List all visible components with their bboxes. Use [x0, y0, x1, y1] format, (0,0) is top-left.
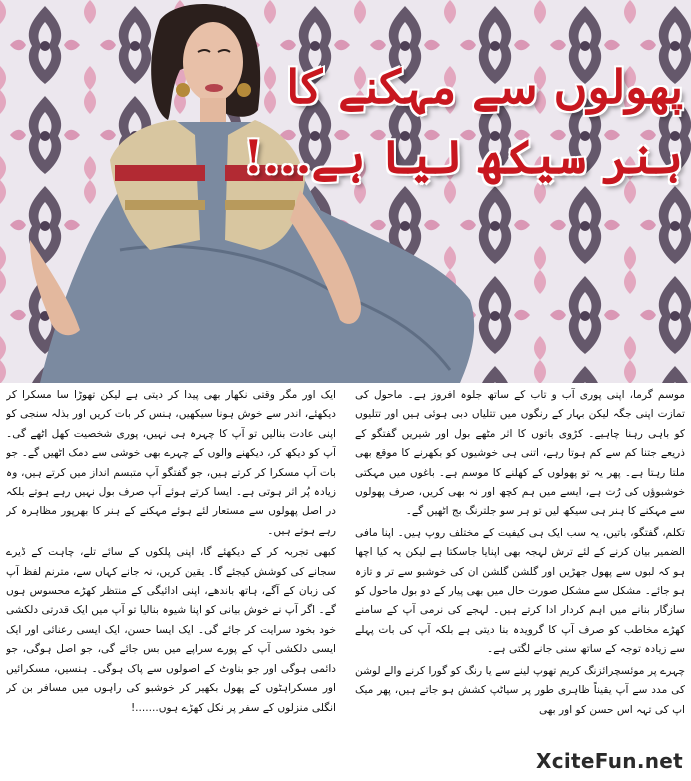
model-photo [0, 0, 691, 383]
article-column-left [6, 386, 336, 756]
paragraph: چہرے پر موئسچرائزنگ کریم تھوپ لینے سے یا رنگ کو گورا کرنے والے لوشن کی مدد سے آپ یقیناً ظاہری طور پر سیاٹپ کشش ہو جاتے ہیں، پھر میک اپ کی تہہ اس حسن کو اور بھی [355, 664, 685, 716]
headline-line-1: پھولوں سے مہکنے کا [286, 60, 683, 114]
paragraph: موسم گرما، اپنی پوری آب و تاب کے ساتھ جلوہ افروز ہے۔ ماحول کی تمازت اپنی جگہ لیکن بہار کے رنگوں میں تتلیاں دبی ہوئی ہیں اور تتلیوں کو باہی رہنا چاہیے۔ کڑوی باتوں کا اثر مٹھے بول اور شیریں گفتگو کے ذریعے جتنا کم سے کم ہوتا رہے، اتنی ہی خوشیوں کو بکھرنے کا موقع بھی ملتا رہتا ہے۔ پھر یہ تو پھولوں کے کھلنے کا موسم ہے۔ باغوں میں مہکتی خوشبوؤں کی رُت ہے، ایسے میں ہم کچھ اور نہ بھی کریں، صرف پھولوں سے مہکنے کا ہنر ہی سیکھ لیں تو ہر سو جلترنگ بج اٹھیں گے۔ [355, 389, 685, 518]
paragraph: کبھی تجربہ کر کے دیکھئے گا، اپنی پلکوں کے سائے تلے، چاہت کے ڈیرے سجانے کی کوشش کیجئے گا۔ یقین کریں، نہ جانے کہاں سے، مترنم لفظ آپ کی زبان کے آگے، ہاتھ باندھے، اپنی ادائیگی کے منتظر کھڑے محسوس ہوں گے۔ اگر آپ نے خوش بیانی کو اپنا شیوہ بنالیا تو آپ میں ایک قدرتی دلکشی خود بخود سرایت کر جائے گی۔ ایک ایسا حسن، ایک ایسی رعنائی اور ایک ایسی دلکشی آپ کے پورے سراپے میں بس جائے گی، جو اصل ہوگی، جو دائمی ہوگی اور جو بناوٹ کے اصولوں سے پاک ہوگی۔ ہنسیں، مسکرائیں اور مسکراہٹوں کے پھول بکھیر کر خوشبو کی راہوں میں مسافر بن کر انگلی منزلوں کے سفر پر نکل کھڑے ہوں.......! [6, 546, 336, 714]
hero-photo [0, 0, 691, 383]
article-body [6, 386, 685, 756]
article-column-right [355, 386, 685, 756]
brand-watermark: XciteFun.net [536, 749, 683, 773]
paragraph: ایک اور مگر وقتی نکھار بھی پیدا کر دیتی ہے لیکن تھوڑا سا مسکرا کر دیکھئے، اندر سے خوش ہونا سیکھیں، ہنس کر بات کریں اور بذلہ سنجی کو اپنی عادت بنالیں تو آپ کا چہرہ ہی نہیں، پوری شخصیت کھل اٹھے گی۔ آپ کو دیکھ کر، دیکھنے والوں کے چہرے بھی خوشی سے دمک اٹھیں گے۔ جو بات آپ مسکرا کر کرتے ہیں، جو گفتگو آپ متبسم انداز میں کرتے ہیں، وہ زیادہ پُر اثر ہوتی ہے۔ ایسا کرتے ہوئے آپ صرف بول نہیں رہے ہوتے بلکہ در اصل پھولوں سے مستعار لئے ہوئے مہکنے کے ہنر کا بھرپور مظاہرہ کر رہے ہوتے ہیں۔ [6, 389, 336, 537]
headline-line-2: ہنر سیکھ لیا ہے...! [243, 130, 683, 184]
paragraph: تکلم، گفتگو، باتیں، یہ سب ایک ہی کیفیت کے مختلف روپ ہیں۔ اپنا مافی الضمیر بیان کرنے کے لئے ترش لہجہ بھی اپنایا جاسکتا ہے لیکن یہ کیا اچھا ہو کہ لبوں سے پھول جھڑیں اور گلشن گلشن ان کی خوشبو سے تر و تازہ ہو جائے۔ مشکل سے مشکل صورت حال میں بھی پیار کے دو بول ماحول کو سازگار بنانے میں اہم کردار ادا کرتے ہیں۔ لہجے کی نرمی آپ کے سامنے کھڑے مخاطب کو صرف آپ کا گرویدہ بنا دیتی ہے بلکہ آپ کی بات پہلے سے زیادہ توجہ کے ساتھ سنی جانے لگتی ہے۔ [355, 526, 685, 656]
